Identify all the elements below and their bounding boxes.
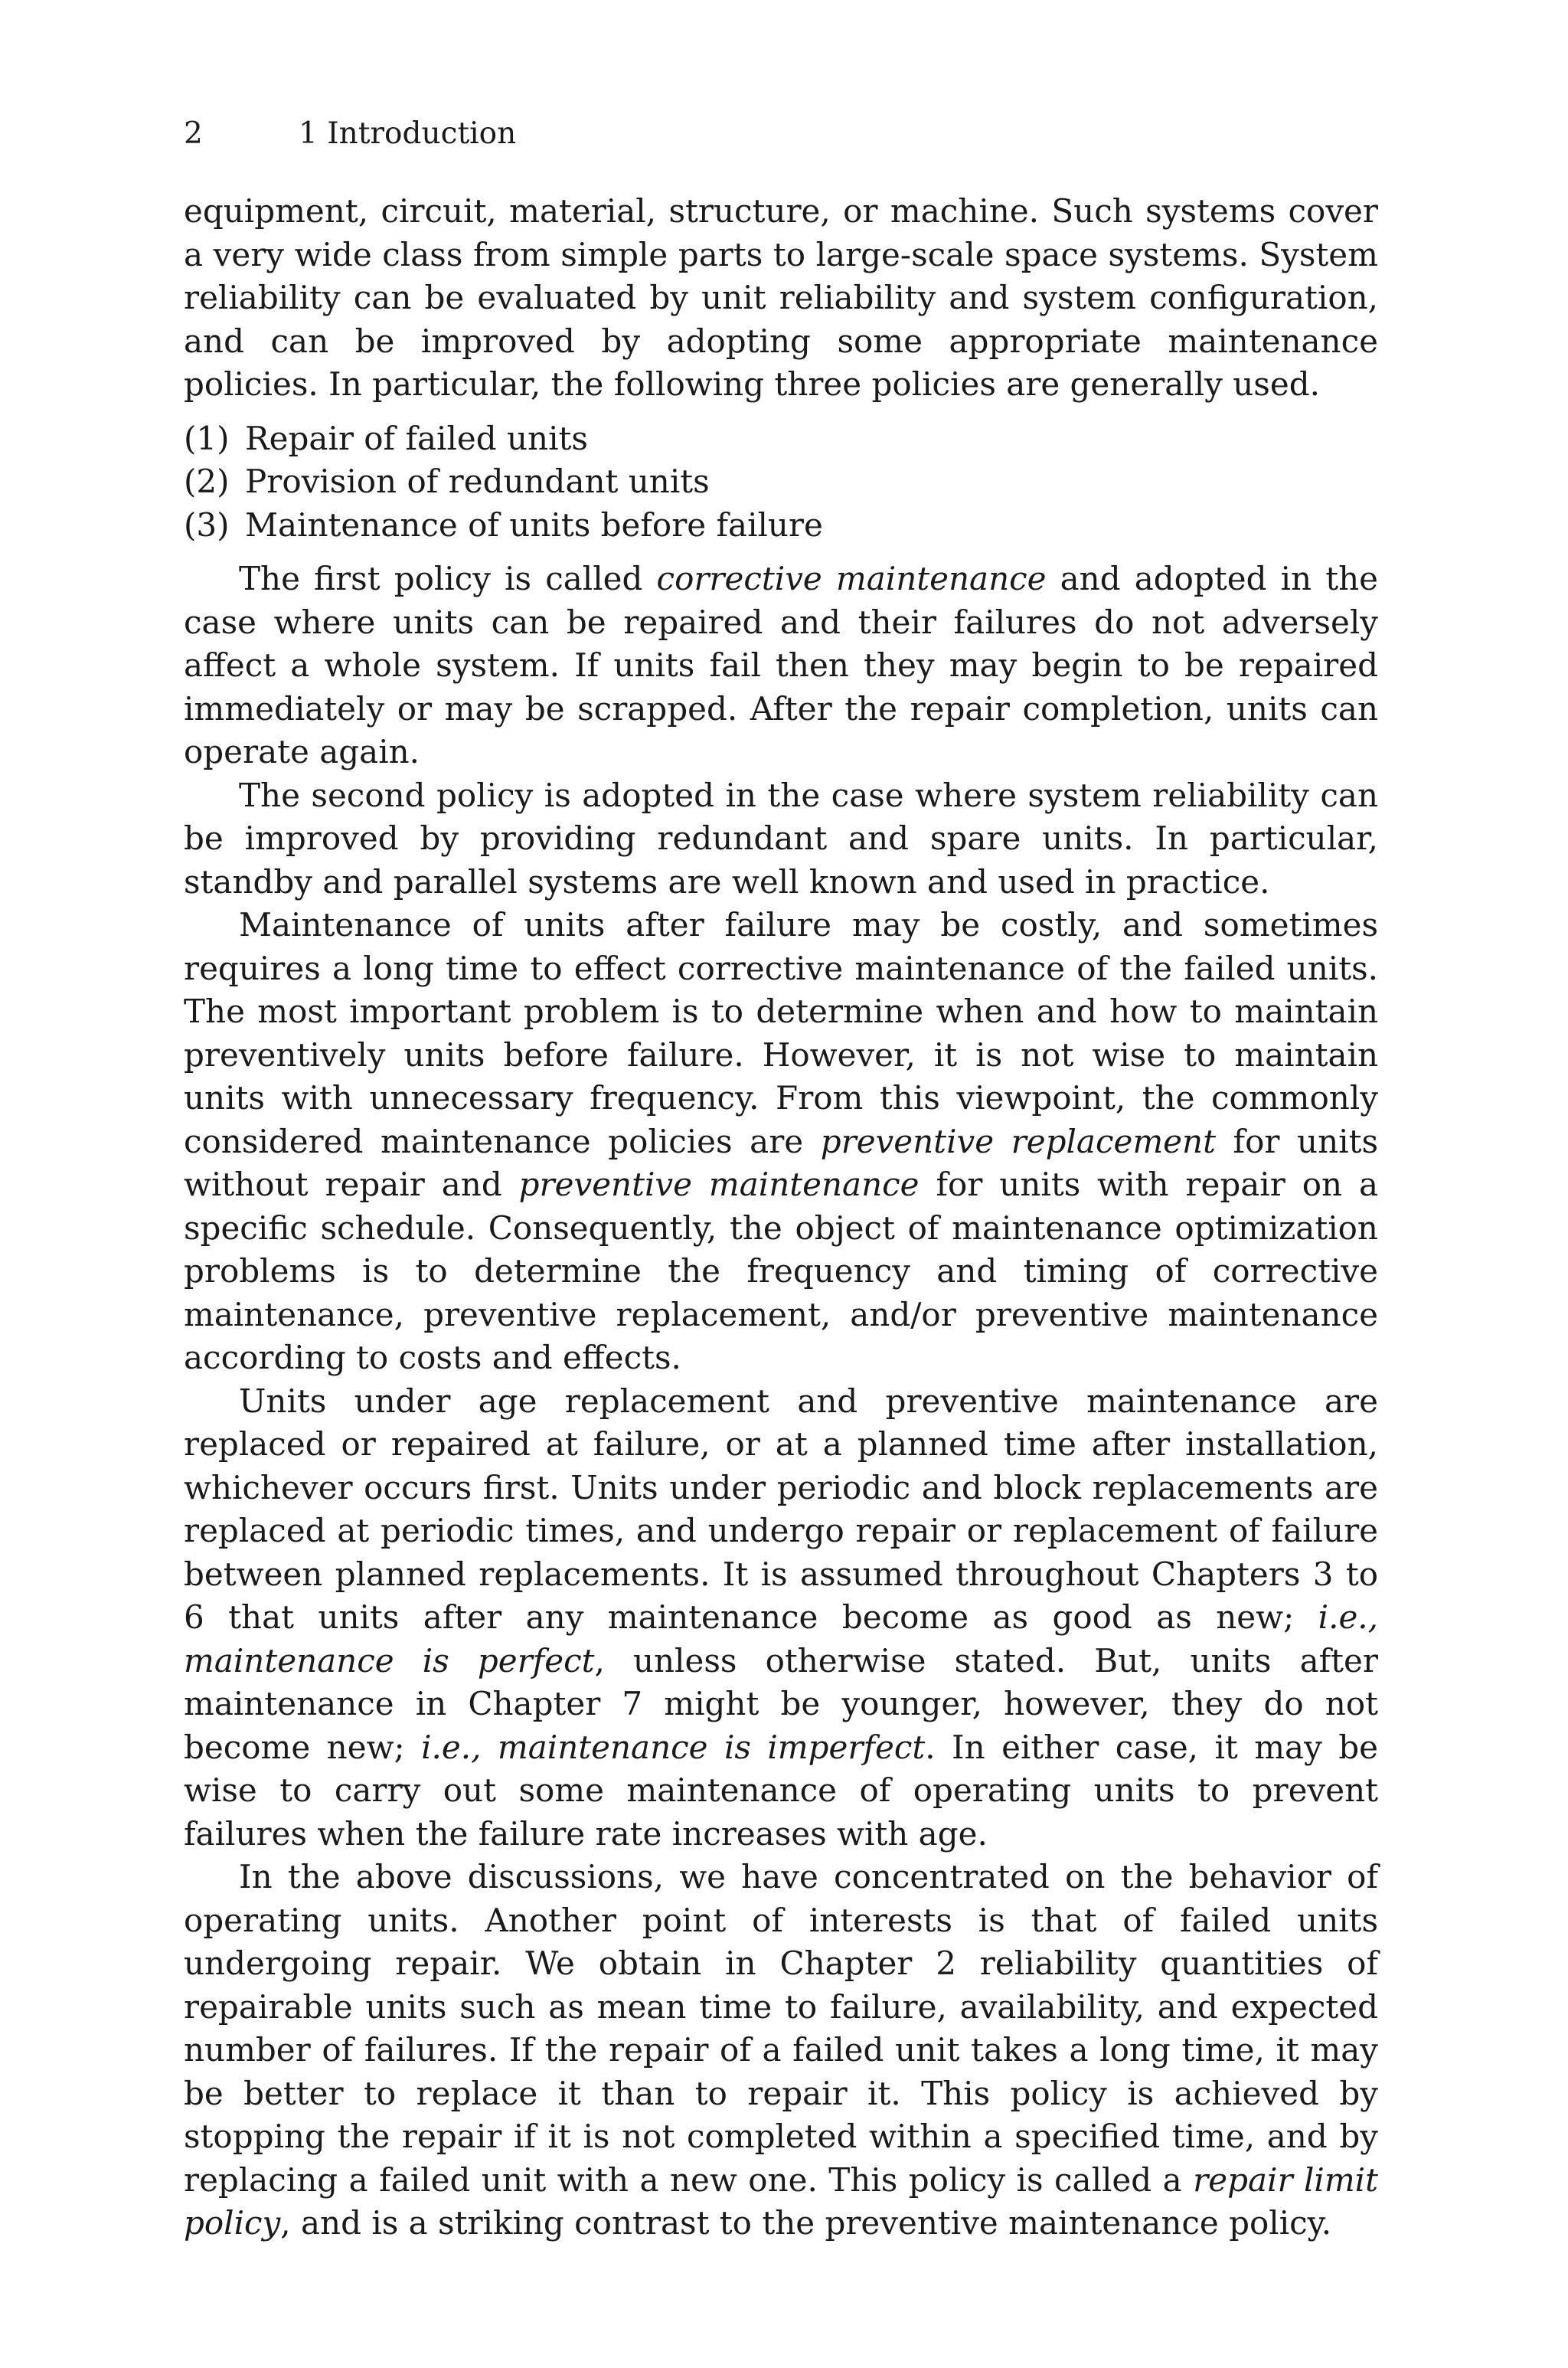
- policy-list: [184, 417, 1378, 548]
- term-perfect-maintenance: i.e., maintenance is perfect: [184, 1598, 1378, 1680]
- text-run: In the above discussions, we have concentrated on the behavior of operating units. Another point of interests is that of failed units undergoing repair. We obtain in Chapter 2 reliability quantities of repairable units such as mean time to failure, availability, and expected number of failures. If the repair of a failed unit takes a long time, it may be better to replace it than to repair it. This policy is achieved by stopping the repair if it is not completed within a specified time, and by replacing a failed unit with a new one. This policy is called a: [184, 1858, 1378, 2199]
- page-number: 2: [184, 116, 203, 151]
- term-preventive-maintenance: preventive maintenance: [518, 1166, 920, 1203]
- text-run: for units with repair on a specific schedule. Consequently, the object of maintenance optimization problems is to determine the frequency and timing of corrective maintenance, preventive replacement, and/or preventive maintenance according to costs and effects.: [184, 1166, 1379, 1376]
- text-run: , unless otherwise stated. But, units after maintenance in Chapter 7 might be younger, however, they do not become new;: [184, 1641, 1378, 1766]
- list-item: [184, 417, 1378, 461]
- paragraph-preventive: [184, 904, 1378, 1380]
- list-number: (2): [184, 463, 230, 500]
- paragraph-age-replacement: [184, 1380, 1378, 1856]
- paragraph-redundancy: The second policy is adopted in the case where system reliability can be improved by providing redundant and spare units. In particular, standby and parallel systems are well known and used in practice.: [184, 776, 1378, 901]
- list-text: Repair of failed units: [245, 419, 588, 457]
- list-item: [184, 460, 1378, 504]
- list-number: (1): [184, 419, 230, 457]
- list-text: Provision of redundant units: [245, 463, 710, 500]
- text-run: and adopted in the case where units can be repaired and their failures do not adversely affect a whole system. If units fail then they may begin to be repaired immediately or may be scrapped. After the repair completion, units can operate again.: [184, 560, 1378, 770]
- chapter-title: 1 Introduction: [299, 116, 517, 151]
- list-number: (3): [184, 505, 230, 544]
- body-text: [184, 190, 1378, 2245]
- term-repair-limit-policy: repair limit policy: [184, 2160, 1378, 2242]
- text-run: Units under age replacement and preventive maintenance are replaced or repaired at failure, or at a planned time after installation, whichever occurs first. Units under periodic and block replacements are replaced at periodic times, and undergo repair or replacement of failure between planned replacements. It is assumed throughout Chapters 3 to 6 that units after any maintenance become as good as new;: [184, 1382, 1378, 1636]
- term-preventive-replacement: preventive replacement: [820, 1122, 1216, 1160]
- text-run: , and is a striking contrast to the preventive maintenance policy.: [280, 2204, 1332, 2242]
- paragraph-intro: equipment, circuit, material, structure, or machine. Such systems cover a very wide class from simple parts to large-scale space systems. System reliability can be evaluated by unit reliability and system configuration, and can be improved by adopting some appropriate maintenance policies. In particular, the following three policies are generally used.: [184, 192, 1378, 403]
- term-corrective-maintenance: corrective maintenance: [656, 560, 1047, 597]
- list-text: Maintenance of units before failure: [245, 505, 823, 544]
- term-imperfect-maintenance: i.e., maintenance is imperfect: [421, 1728, 926, 1766]
- text-run: Maintenance of units after failure may be costly, and sometimes requires a long time to effect corrective maintenance of the failed units. The most important problem is to determine when and how to maintain preventively units before failure. However, it is not wise to maintain units with unnecessary frequency. From this viewpoint, the commonly considered maintenance policies are: [184, 906, 1378, 1160]
- list-item: [184, 504, 1378, 548]
- paragraph-corrective: [184, 558, 1378, 774]
- paragraph-repair-limit: [184, 1856, 1378, 2245]
- text-run: for units without repair and: [184, 1122, 1378, 1203]
- running-head: [184, 115, 516, 153]
- text-run: The first policy is called: [239, 560, 657, 597]
- text-run: . In either case, it may be wise to carry out some maintenance of operating units to prevent failures when the failure rate increases with age.: [184, 1728, 1378, 1853]
